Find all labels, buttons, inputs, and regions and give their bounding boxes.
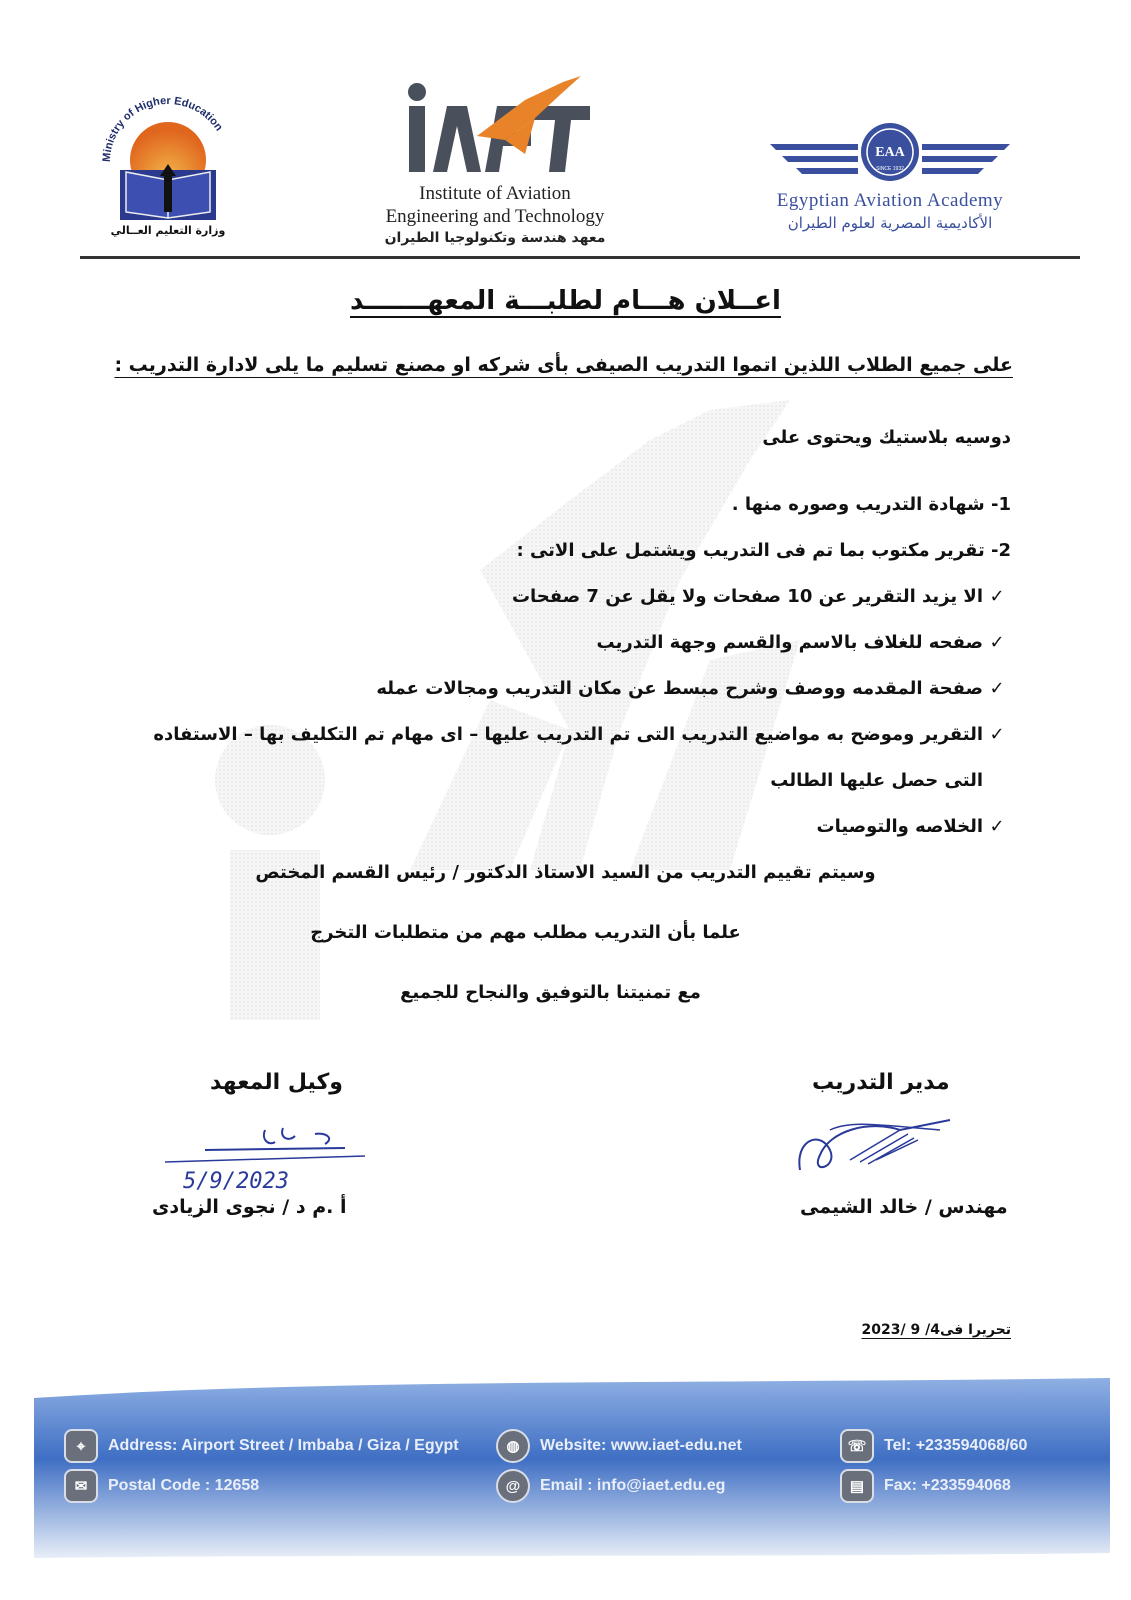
training-manager-name: مهندس / خالد الشيمى — [800, 1196, 1008, 1218]
footer-address — [64, 1430, 459, 1462]
footer-email-text: Email : info@iaet.edu.eg — [540, 1477, 726, 1494]
check-item-2 — [597, 632, 1011, 653]
footer-website-text: Website: www.iaet-edu.net — [540, 1437, 742, 1454]
announcement-intro: على جميع الطلاب اللذين اتموا التدريب الصيفى بأى شركه او مصنع تسليم ما يلى لادارة التدريب : — [114, 354, 1013, 376]
announcement-title-text: اعــلان هـــام لطلبـــة المعهـــــــد — [350, 286, 781, 316]
check-item-1 — [512, 586, 1011, 607]
envelope-icon: ✉ — [64, 1469, 98, 1503]
check-item-4 — [153, 724, 1011, 745]
wishes-line: مع تمنيتنا بالتوفيق والنجاح للجميع — [400, 982, 701, 1003]
eaa-badge-since: SINCE 1932 — [876, 166, 904, 172]
iaet-arabic-name: معهد هندسة وتكنولوجيا الطيران — [384, 230, 606, 246]
footer-fax-text: Fax: +233594068 — [884, 1477, 1011, 1494]
handwritten-date: 5/9/2023 — [183, 1169, 289, 1194]
iaet-name-line1: Institute of Aviation — [419, 183, 571, 204]
fax-icon: ▤ — [840, 1469, 874, 1503]
check-item-text: صفحة المقدمه ووصف وشرح مبسط عن مكان التدريب ومجالات عمله — [376, 678, 983, 699]
eaa-winged-badge-icon — [770, 122, 1010, 182]
at-icon: @ — [496, 1469, 530, 1503]
footer-postal — [64, 1470, 259, 1502]
globe-icon: ◍ — [496, 1429, 530, 1463]
footer-website — [496, 1430, 742, 1462]
check-mark-icon: ✓ — [989, 816, 1005, 837]
iaet-mark-icon — [385, 70, 605, 178]
ministry-arabic-name: وزارة التعليم العــالي — [110, 224, 226, 237]
ministry-arc-text: Ministry of Higher Education — [100, 94, 225, 163]
eaa-english-name: Egyptian Aviation Academy — [776, 190, 1004, 211]
ministry-emblem-icon — [98, 72, 238, 222]
training-manager-signature — [790, 1100, 960, 1190]
check-mark-icon: ✓ — [989, 586, 1005, 607]
header-divider — [80, 256, 1080, 259]
footer-address-text: Address: Airport Street / Imbaba / Giza / Egypt — [108, 1437, 459, 1454]
evaluation-note: وسيتم تقييم التدريب من السيد الاستاذ الدكتور / رئيس القسم المختص — [255, 862, 876, 883]
check-mark-icon: ✓ — [989, 724, 1005, 745]
requirement-2: 2- تقرير مكتوب بما تم فى التدريب ويشتمل على الاتى : — [516, 540, 1011, 561]
footer-tel-text: Tel: +233594068/60 — [884, 1437, 1028, 1454]
iaet-logo — [360, 70, 630, 250]
ministry-logo — [98, 72, 238, 242]
check-item-5 — [817, 816, 1011, 837]
iaet-name-line2: Engineering and Technology — [385, 206, 605, 227]
vice-dean-title: وكيل المعهد — [210, 1070, 343, 1095]
check-item-text: صفحه للغلاف بالاسم والقسم وجهة التدريب — [596, 632, 983, 653]
footer-fax — [840, 1470, 1011, 1502]
check-item-4-continued: التى حصل عليها الطالب — [770, 770, 983, 791]
requirement-1: 1- شهادة التدريب وصوره منها . — [731, 494, 1011, 515]
vice-dean-name: أ .م د / نجوى الزيادى — [152, 1196, 347, 1218]
eaa-badge-text: EAA — [875, 145, 905, 160]
footer-postal-text: Postal Code : 12658 — [108, 1477, 260, 1494]
check-item-text: الخلاصه والتوصيات — [816, 816, 983, 837]
check-item-text: الا يزيد التقرير عن 10 صفحات ولا يقل عن 7 صفحات — [511, 586, 983, 607]
eaa-arabic-name: الأكاديمية المصرية لعلوم الطيران — [787, 214, 993, 232]
footer-tel — [840, 1430, 1027, 1462]
dossier-line: دوسيه بلاستيك ويحتوى على — [762, 427, 1011, 448]
phone-icon: ☏ — [840, 1429, 874, 1463]
eaa-logo — [735, 122, 1045, 242]
footer-email — [496, 1470, 725, 1502]
announcement-title — [0, 286, 1131, 316]
check-mark-icon: ✓ — [989, 678, 1005, 699]
vice-dean-signature — [165, 1120, 375, 1200]
map-pin-icon: ⌖ — [64, 1429, 98, 1463]
check-item-text: التقرير وموضح به مواضيع التدريب التى تم التدريب عليها – اى مهام تم التكليف بها – الاستفاده — [153, 724, 983, 745]
check-mark-icon: ✓ — [989, 632, 1005, 653]
footer-contact-bar — [34, 1378, 1110, 1578]
check-item-3 — [376, 678, 1011, 699]
graduation-note: علما بأن التدريب مطلب مهم من متطلبات التخرج — [310, 922, 741, 943]
training-manager-title: مدير التدريب — [812, 1070, 950, 1095]
issue-date: تحريرا فى4/ 9 /2023 — [861, 1322, 1011, 1338]
